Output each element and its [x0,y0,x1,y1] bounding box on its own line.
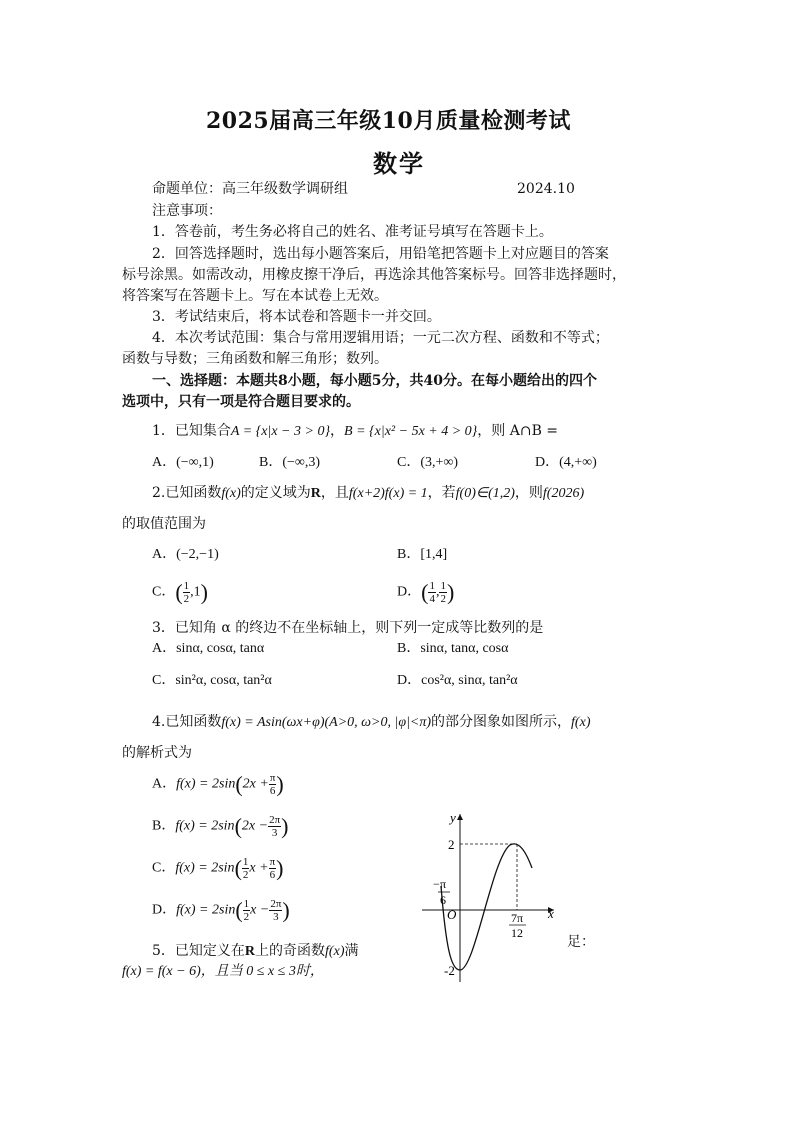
q3-option-b: B．sinα, tanα, cosα [397,641,509,656]
y-label: y [450,810,456,825]
q2-text: 的定义域为 [240,485,311,501]
question-3: 3．已知角 α 的终边不在坐标轴上，则下列一定成等比数列的是 [152,620,544,636]
denominator: 2 [440,593,446,605]
q2-text: ，则 [514,485,543,501]
setter-unit: 命题单位：高三年级数学调研组 [152,181,348,197]
denominator: 3 [271,827,278,839]
option-arg: 2x − [241,818,269,834]
q4-option-b: B．f(x) = 2sin(2x − $\frac{2\pi}{3}$ ) [152,813,289,839]
y-max-label: 2 [448,837,455,852]
q5-fx: f(x) [325,944,345,959]
option-label: B． [152,818,176,834]
q4-option-a: A．f(x) = 2sin(2x + $\frac{\pi}{6}$ ) [152,771,284,797]
q1-set-b: B = {x|x² − 5x + 4 > 0} [344,424,478,439]
subject-title: 数学 [373,149,425,178]
option-label: C． [152,584,176,600]
y-min-label: -2 [444,963,455,978]
numerator: 1 [440,580,446,592]
origin-label: O [447,907,457,922]
question-2 [152,482,584,505]
function-graph [420,808,570,984]
left-tick-sign: − [433,877,440,891]
q1-option-c: C．(3,+∞) [397,455,459,470]
q2-fx: f(x) [221,486,241,501]
numerator: π [269,856,276,868]
notice-heading: 注意事项： [152,203,222,219]
notice-line: 1．答卷前，考生务必将自己的姓名、准考证号填写在答题卡上。 [152,224,553,240]
numerator: π [269,772,276,784]
question-1 [152,420,558,443]
denominator: 2 [183,593,190,605]
option-label: D． [397,584,422,600]
x-label: x [548,906,554,921]
q2-option-c: C．( $\frac{1}{2}$ ,1) [152,579,208,605]
option-label: C． [152,860,176,876]
notice-line: 3．考试结束后，将本试卷和答题卡一并交回。 [152,309,441,325]
option-prefix: f(x) = 2sin [175,860,235,876]
fraction [428,580,436,605]
q4-fx: f(x) [571,715,591,730]
notice-line: 4．本次考试范围：集合与常用逻辑用语；一元二次方程、函数和不等式； [152,330,609,346]
option-arg: 2x + [242,776,269,792]
q2-f2026: f(2026) [542,486,585,501]
q5-text: 5．已知定义在 [152,943,245,959]
notice-line: 将答案写在答题卡上。写在本试卷上无效。 [122,288,388,304]
section-heading: 选项中，只有一项是符合题目要求的。 [122,394,360,410]
q2-option-a: A．(−2,−1) [152,547,219,562]
notice-line: 函数与导数；三角函数和解三角形；数列。 [122,351,388,367]
q3-option-a: A．sinα, cosα, tanα [152,641,265,656]
fraction [269,898,282,923]
denominator: 6 [269,869,276,881]
right-tick-num: 7π [511,911,524,925]
denominator: 2 [242,869,249,881]
q1-ask: ，则 A∩B = [477,423,559,439]
q2-reals: R [310,486,321,501]
q2-f0: f(0)∈(1,2) [455,486,515,501]
q2-text: ，若 [427,485,456,501]
q1-set-a: A = {x|x − 3 > 0} [230,424,331,439]
option-label: D． [152,902,177,918]
fraction [269,856,277,881]
q4-option-c: C．f(x) = 2sin( $\frac{1}{2}$ x + $\frac{\pi}{6}$ ) [152,855,284,881]
q5-line2: f(x) = f(x − 6)，且当 0 ≤ x ≤ 3时， [122,964,324,979]
q2-text: ，且 [320,485,349,501]
q2-condition: f(x+2)f(x) = 1 [348,486,428,501]
q3-option-d: D．cos²α, sinα, tan²α [397,673,518,688]
q4-option-d: D．f(x) = 2sin( $\frac{1}{2}$ x − $\frac{2\pi}{3}$ ) [152,897,290,923]
option-arg: x − [250,902,270,918]
q1-option-a: A．(−∞,1) [152,455,214,470]
q2-option-b: B．[1,4] [397,547,448,562]
right-tick-den: 12 [511,926,523,940]
q1-option-b: B．(−∞,3) [259,455,321,470]
question-5 [152,940,358,963]
denominator: 3 [273,911,279,923]
q1-separator: ， [330,423,345,439]
denominator: 6 [269,785,276,797]
fraction [439,580,447,605]
q5-reals: R [244,944,256,959]
q5-text: 上的奇函数 [255,943,326,959]
left-tick-den: 6 [440,893,446,907]
numerator: 2π [269,814,281,826]
left-tick-num: π [440,877,447,891]
notice-line: 2．回答选择题时，选出每小题答案后，用铅笔把答题卡上对应题目的答案 [152,246,609,262]
q5-text: 满 [344,943,359,959]
notice-line: 标号涂黑。如需改动，用橡皮擦干净后，再选涂其他答案标号。回答非选择题时， [122,267,626,283]
q5-tail: 足： [567,934,595,950]
denominator: 2 [243,911,250,923]
interval-end: ,1 [190,584,201,600]
q4-text: 的部分图象如图所示， [431,714,572,730]
numerator: 1 [242,856,249,868]
exam-date: 2024.10 [517,181,575,197]
numerator: 2π [270,898,282,910]
q2-option-d: D．( $\frac{1}{4}$ , $\frac{1}{2}$ ) [397,579,455,605]
page-title: 2025届高三年级10月质量检测考试 [206,108,571,134]
option-prefix: f(x) = 2sin [176,902,236,918]
denominator: 4 [429,593,435,605]
question-4 [152,711,590,734]
q3-option-c: C．sin²α, cosα, tan²α [152,673,272,688]
option-arg: x + [249,860,269,876]
option-prefix: f(x) = 2sin [175,818,235,834]
option-prefix: f(x) = 2sin [176,776,236,792]
q1-stem: 1．已知集合 [152,423,231,439]
numerator: 1 [429,580,435,592]
fraction [268,814,281,839]
q1-option-d: D．(4,+∞) [535,455,597,470]
option-label: A． [152,776,177,792]
section-heading: 一、选择题：本题共8小题，每小题5分，共40分。在每小题给出的四个 [152,373,597,389]
q4-function: f(x) = Asin(ωx+φ)(A>0, ω>0, |φ|<π) [221,715,432,730]
numerator: 1 [183,580,190,592]
q2-line2: 的取值范围为 [122,516,206,532]
q4-line2: 的解析式为 [122,745,192,761]
numerator: 1 [243,898,250,910]
q2-text: 2.已知函数 [152,485,222,501]
q4-text: 4.已知函数 [152,714,222,730]
